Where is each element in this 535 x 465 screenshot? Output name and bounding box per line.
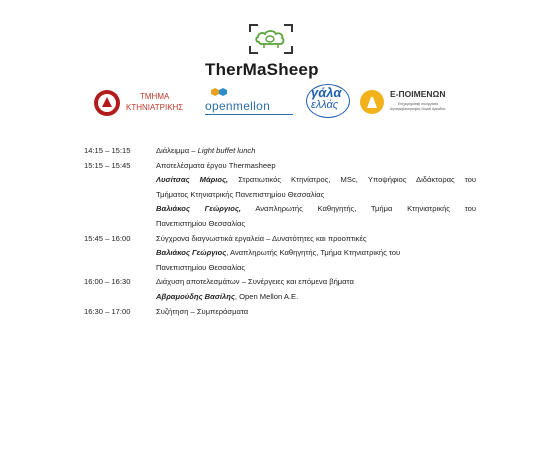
agenda-time: 15:15 – 15:45 <box>84 160 131 170</box>
speaker-desc: Αναπληρωτής Καθηγητής, Τμήμα Κτηνιατρικής του <box>241 204 476 214</box>
agenda-row <box>84 159 476 232</box>
gala-line1: γάλα <box>311 85 342 100</box>
agenda-title: Διάλειμμα – <box>156 146 198 155</box>
brand-title: TherMaSheep <box>205 60 319 79</box>
speaker-name: Λυσίτσας Μάριος, <box>156 175 229 185</box>
agenda-title: Αποτελέσματα έργου Thermasheep <box>156 160 276 170</box>
speaker-desc-cont: Πανεπιστημίου Θεσσαλίας <box>156 262 246 272</box>
agenda-row <box>84 144 476 159</box>
dept-name-line1: ΤΜΗΜΑ <box>140 92 170 101</box>
openmellon-logo <box>205 88 295 118</box>
agenda-time: 14:15 – 15:15 <box>84 146 131 155</box>
agenda-time: 16:30 – 17:00 <box>84 306 131 316</box>
speaker-desc-cont: Πανεπιστημίου Θεσσαλίας <box>156 218 246 228</box>
agenda-item <box>156 305 476 320</box>
speaker-line <box>156 202 476 217</box>
gala-line2: ελλάς <box>311 99 339 111</box>
partner-logos <box>0 84 535 124</box>
agenda-row <box>84 305 476 320</box>
gala-badge-ring <box>306 84 350 118</box>
speaker-line <box>156 246 476 261</box>
speaker-desc: , Αναπληρωτής Καθηγητής, Τμήμα Κτηνιατρικής του <box>226 248 401 258</box>
speaker-name: Βαλιάκος Γεώργιος, <box>156 204 241 214</box>
gala-ellas-logo <box>305 84 351 120</box>
agenda <box>84 144 476 319</box>
agenda-row <box>84 232 476 276</box>
speaker-desc: Στρατιωτικός Κτηνίατρος, MSc, Υποψήφιος Διδάκτορας του <box>228 175 476 185</box>
speaker-desc-cont: Τμήματος Κτηνιατρικής Πανεπιστημίου Θεσσαλίας <box>156 189 325 199</box>
speaker-line <box>156 290 476 305</box>
agenda-title-italic: Light buffet lunch <box>197 146 256 155</box>
shepherd-icon <box>360 90 384 114</box>
agenda-title: Διάχυση αποτελεσμάτων – Συνέργειες και επόμενα βήματα <box>156 277 354 287</box>
agenda-title: Σύγχρονα διαγνωστικά εργαλεία – Δυνατότητες και προοπτικές <box>156 233 367 243</box>
speaker-line <box>156 173 476 188</box>
agenda-time: 16:00 – 16:30 <box>84 277 131 287</box>
vet-dept-logo <box>92 88 192 118</box>
agenda-row <box>84 275 476 304</box>
openmellon-underline <box>205 114 293 115</box>
agenda-item <box>156 232 476 276</box>
dept-name-line2: ΚΤΗΝΙΑΤΡΙΚΗΣ <box>126 103 184 112</box>
agenda-item <box>156 275 476 304</box>
agenda-item <box>156 159 476 232</box>
speaker-name: Βαλιάκος Γεώργιος <box>156 248 227 258</box>
epoimenon-name: Ε-ΠΟΙΜΕΝΩΝ <box>390 89 446 99</box>
epoimenon-sub1: Επιχειρηματική συνεργασία <box>398 102 439 106</box>
openmellon-name: openmellon <box>205 99 271 113</box>
agenda-item <box>156 144 476 159</box>
agenda-time: 15:45 – 16:00 <box>84 233 131 243</box>
epoimenon-logo <box>360 88 460 118</box>
speaker-desc: , Open Mellon A.E. <box>234 291 299 301</box>
epoimenon-sub2: Αιγοπροβατοτροφίας Νομού Αρκαδίας <box>390 107 446 111</box>
agenda-title: Συζήτηση – Συμπεράσματα <box>156 306 249 316</box>
university-seal-icon <box>92 88 122 118</box>
speaker-name: Αβραμούδης Βασίλης <box>156 291 235 301</box>
